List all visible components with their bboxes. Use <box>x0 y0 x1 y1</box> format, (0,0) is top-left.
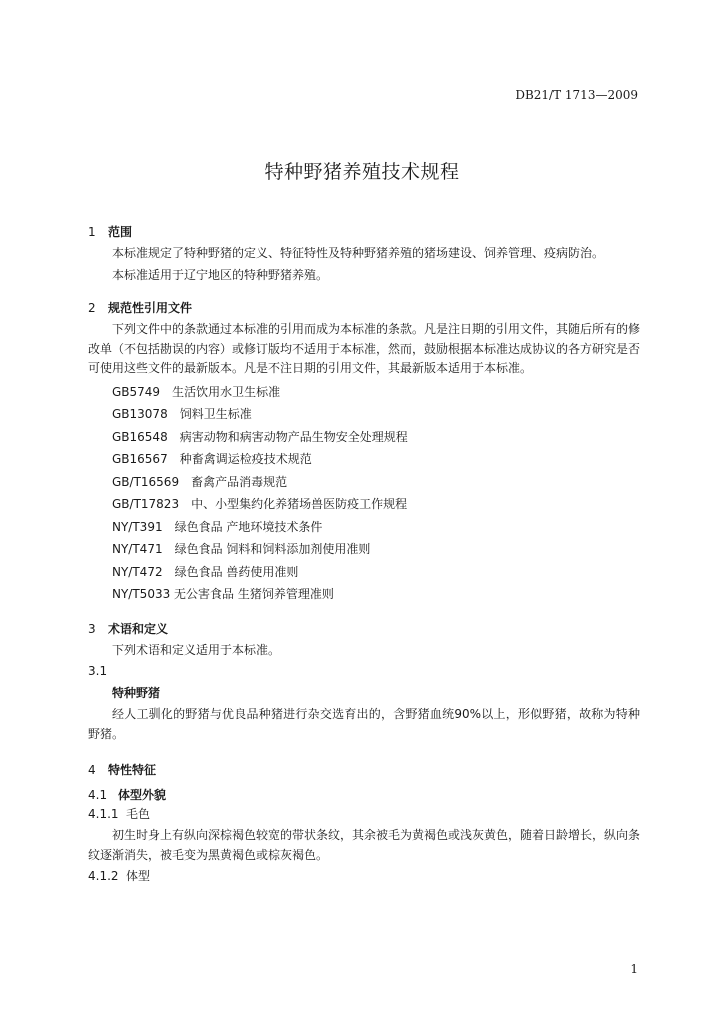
subsection-number: 4.1.1 <box>88 807 119 821</box>
paragraph: 下列术语和定义适用于本标准。 <box>112 642 281 657</box>
page-title: 特种野猪养殖技术规程 <box>264 161 460 183</box>
reference-item: GB5749 生活饮用水卫生标准 <box>112 384 281 399</box>
section-number: 1 <box>88 225 96 239</box>
subsection-title: 体型外貌 <box>118 788 167 802</box>
paragraph: 本标准适用于辽宁地区的特种野猪养殖。 <box>112 267 329 282</box>
subsection-4-1-1-heading <box>88 805 640 824</box>
reference-item: GB/T17823 中、小型集约化养猪场兽医防疫工作规程 <box>112 497 408 511</box>
section-number: 3 <box>88 621 96 636</box>
paragraph: 初生时身上有纵向深棕褐色较宽的带状条纹，其余被毛为黄褐色或浅灰黄色，随着日龄增长，纵向条纹逐渐消失，被毛变为黑黄褐色或棕灰褐色。 <box>88 828 641 862</box>
standard-code: DB21/T 1713—2009 <box>515 88 638 102</box>
subsection-number: 4.1 <box>88 788 108 802</box>
paragraph: 本标准规定了特种野猪的定义、特征特性及特种野猪养殖的猪场建设、饲养管理、疫病防治。 <box>112 246 605 260</box>
section-number: 2 <box>88 301 96 315</box>
reference-item: NY/T472 绿色食品 兽药使用准则 <box>112 564 299 579</box>
section-number: 4 <box>88 763 96 777</box>
section-2-heading <box>88 298 640 318</box>
section-title: 术语和定义 <box>108 621 169 636</box>
section-title: 规范性引用文件 <box>108 301 193 315</box>
subsection-4-1-heading <box>88 786 640 805</box>
section-4-heading <box>88 760 640 780</box>
term-definition: 经人工驯化的野猪与优良品种猪进行杂交选育出的，含野猪血统90%以上，形似野猪，故称为特种野猪。 <box>88 707 640 741</box>
page-number: 1 <box>630 962 638 976</box>
subsection-4-1-2-heading <box>88 867 640 886</box>
reference-item: GB16548 病害动物和病害动物产品生物安全处理规程 <box>112 429 408 444</box>
reference-item: GB16567 种畜禽调运检疫技术规范 <box>112 452 312 466</box>
reference-item: NY/T471 绿色食品 饲料和饲料添加剂使用准则 <box>112 542 371 556</box>
reference-item: GB/T16569 畜禽产品消毒规范 <box>112 474 288 489</box>
paragraph: 下列文件中的条款通过本标准的引用而成为本标准的条款。凡是注日期的引用文件，其随后所有的修改单（不包括勘误的内容）或修订版均不适用于本标准，然而，鼓励根据本标准达成协议的各方研究是否可使用这些文件的最新版本。凡是不注日期的引用文件，其最新版本适用于本标准。 <box>88 322 641 375</box>
section-3-heading <box>88 619 640 639</box>
term-name: 特种野猪 <box>112 686 161 700</box>
section-title: 特性特征 <box>108 763 157 777</box>
document-body <box>88 222 640 886</box>
reference-item: NY/T5033 无公害食品 生猪饲养管理准则 <box>112 587 334 601</box>
subsection-title: 体型 <box>126 869 151 883</box>
subsection-number: 3.1 <box>88 664 108 678</box>
subsection-title: 毛色 <box>126 807 151 821</box>
reference-item: GB13078 饲料卫生标准 <box>112 407 252 421</box>
section-1-heading <box>88 222 640 242</box>
subsection-number: 4.1.2 <box>88 869 119 883</box>
reference-item: NY/T391 绿色食品 产地环境技术条件 <box>112 519 323 534</box>
section-title: 范围 <box>108 225 133 239</box>
